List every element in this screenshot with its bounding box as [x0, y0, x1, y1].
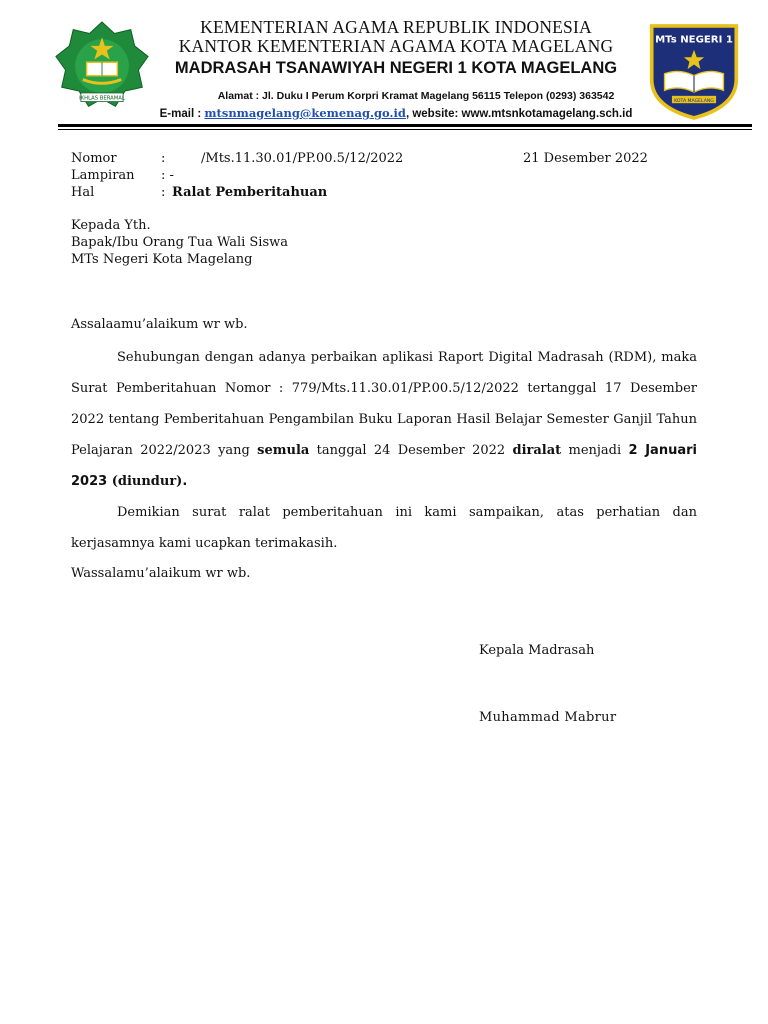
lampiran-label: Lampiran	[71, 168, 135, 183]
recipient-institution: MTs Negeri Kota Magelang	[71, 252, 253, 267]
letterhead-address: Alamat : Jl. Duku I Perum Korpri Kramat Magelang 56115 Telepon (0293) 363542	[217, 90, 615, 102]
logo-left-motto: IKHLAS BERAMAL	[79, 95, 125, 102]
hal-colon: :	[161, 185, 166, 200]
lampiran-value: : -	[161, 168, 174, 183]
letterhead-office: KANTOR KEMENTERIAN AGAMA KOTA MAGELANG	[178, 36, 614, 56]
nomor-value: /Mts.11.30.01/PP.00.5/12/2022	[201, 151, 404, 166]
letterhead-ministry: KEMENTERIAN AGAMA REPUBLIK INDONESIA	[200, 17, 592, 37]
email-link[interactable]: mtsnmagelang@kemenag.go.id	[204, 106, 406, 120]
hal-value: Ralat Pemberitahuan	[172, 185, 328, 200]
recipient-name: Bapak/Ibu Orang Tua Wali Siswa	[71, 235, 289, 250]
header-rule-thick	[58, 124, 752, 127]
p1-end: .	[182, 474, 188, 489]
p1-diralat: diralat	[512, 443, 562, 458]
email-label: E-mail :	[159, 108, 205, 120]
header-rule-thin	[58, 129, 752, 130]
logo-right-sub: KOTA MAGELANG	[674, 98, 714, 104]
signature-name: Muhammad Mabrur	[479, 710, 617, 725]
letterhead-school: MADRASAH TSANAWIYAH NEGERI 1 KOTA MAGELANG	[174, 59, 618, 77]
p1-text-a: Sehubungan dengan adanya perbaikan aplikasi Raport Digital Madrasah (RDM), maka Surat Pemberitahuan Nomor : 779/Mts.11.30.01/PP.00.5/12/2022 tertanggal 17 Desember 2022 tentang Pemberitahuan Pengambilan Buku Laporan Hasil Belajar Semester Ganjil Tahun Pelajaran 2022/2023 yang	[71, 350, 697, 458]
body-paragraph-1	[71, 342, 697, 497]
p1-text-b: tanggal 24 Desember 2022	[309, 443, 513, 458]
p1-new-date: 2 Januari 2023	[71, 443, 697, 489]
signature-title: Kepala Madrasah	[479, 643, 595, 658]
body-paragraph-2	[71, 497, 697, 559]
p1-text-c: menjadi	[561, 443, 629, 458]
p2-text: Demikian surat ralat pemberitahuan ini kami sampaikan, atas perhatian dan kerjasamnya kami ucapkan terimakasih.	[71, 505, 697, 551]
greeting: Assalaamu’alaikum wr wb.	[71, 317, 248, 332]
nomor-colon: :	[161, 151, 166, 166]
website-text: , website: www.mtsnkotamagelang.sch.id	[405, 108, 633, 120]
hal-label: Hal	[71, 185, 95, 200]
letterhead	[150, 18, 642, 122]
letterhead-contact	[150, 106, 642, 122]
logo-right-title: MTs NEGERI 1	[655, 34, 733, 46]
p1-semula: semula	[257, 443, 310, 458]
p1-diundur: (diundur)	[107, 474, 183, 489]
nomor-label: Nomor	[71, 151, 117, 166]
kemenag-logo	[54, 20, 150, 116]
letter-date: 21 Desember 2022	[523, 151, 648, 166]
recipient-salutation: Kepada Yth.	[71, 218, 151, 233]
closing-greeting: Wassalamu’alaikum wr wb.	[71, 566, 251, 581]
mts-logo	[648, 22, 740, 120]
recipient-block	[71, 217, 288, 268]
